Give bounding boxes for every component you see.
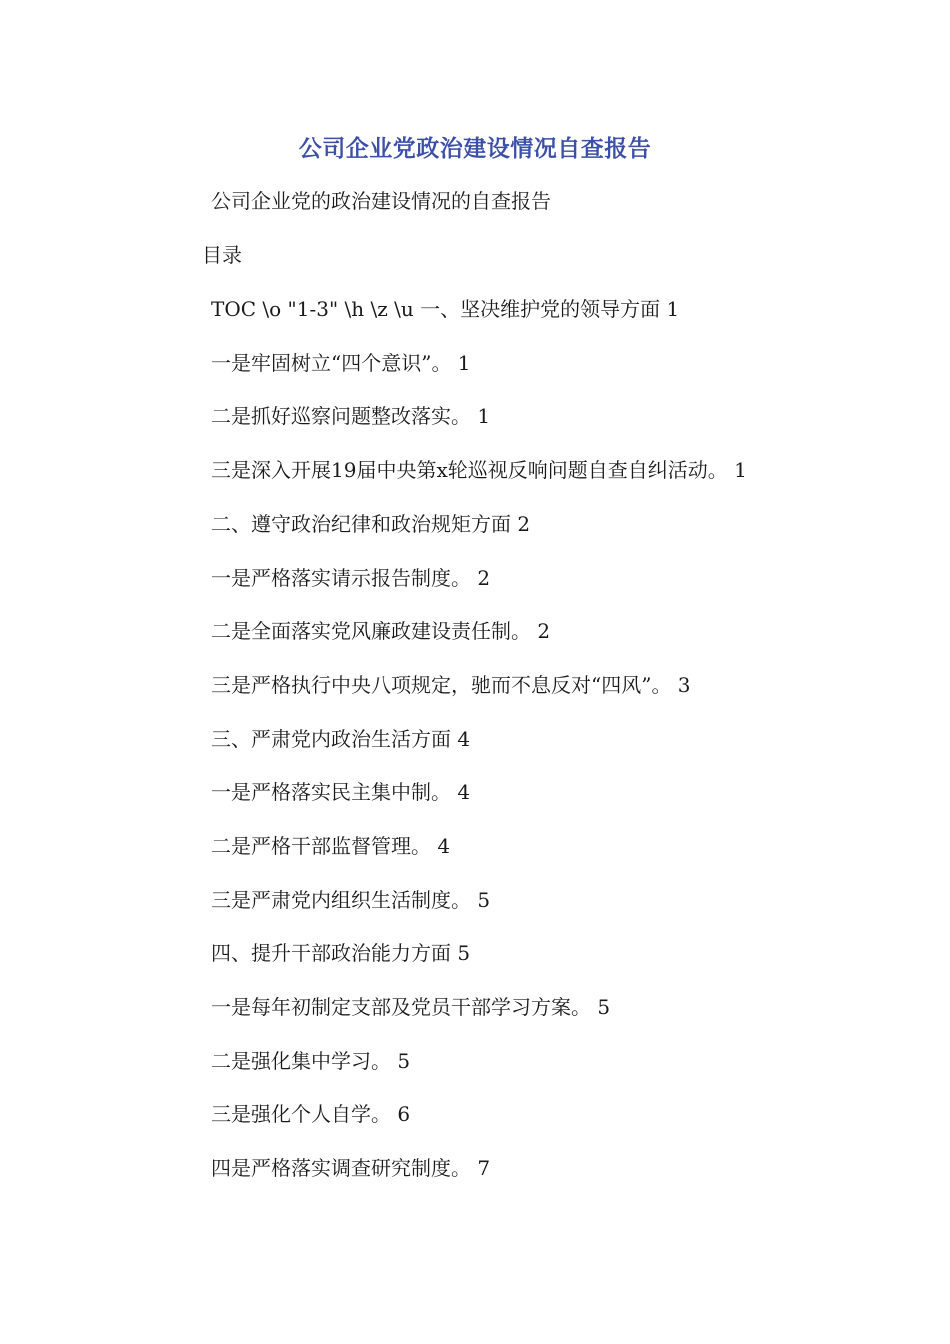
toc-line: 二是强化集中学习。 5 [211,1049,411,1073]
toc-line: 二是抓好巡察问题整改落实。 1 [211,404,491,428]
toc-line: 二、遵守政治纪律和政治规矩方面 2 [211,512,531,536]
toc-line: 三、严肃党内政治生活方面 4 [211,727,471,751]
toc-line: 二是全面落实党风廉政建设责任制。 2 [211,619,551,643]
toc-line: 一是每年初制定支部及党员干部学习方案。 5 [211,995,611,1019]
toc-line: 三是深入开展19届中央第x轮巡视反响问题自查自纠活动。 1 [211,458,747,482]
toc-line: 一是牢固树立“四个意识”。 1 [211,351,471,375]
document-title: 公司企业党政治建设情况自查报告 [298,136,652,162]
toc-line: 四是严格落实调查研究制度。 7 [211,1156,491,1180]
toc-line: 三是严肃党内组织生活制度。 5 [211,888,491,912]
toc-line: 一是严格落实请示报告制度。 2 [211,566,491,590]
toc-line: TOC \o "1-3" \h \z \u 一、坚决维护党的领导方面 1 [211,297,680,321]
toc-line: 一是严格落实民主集中制。 4 [211,780,471,804]
document-subtitle: 公司企业党的政治建设情况的自查报告 [211,189,551,213]
toc-line: 三是严格执行中央八项规定，驰而不息反对“四风”。 3 [211,673,691,697]
toc-line: 三是强化个人自学。 6 [211,1102,411,1126]
toc-heading: 目录 [202,243,242,267]
toc-line: 四、提升干部政治能力方面 5 [211,941,471,965]
toc-line: 二是严格干部监督管理。 4 [211,834,451,858]
